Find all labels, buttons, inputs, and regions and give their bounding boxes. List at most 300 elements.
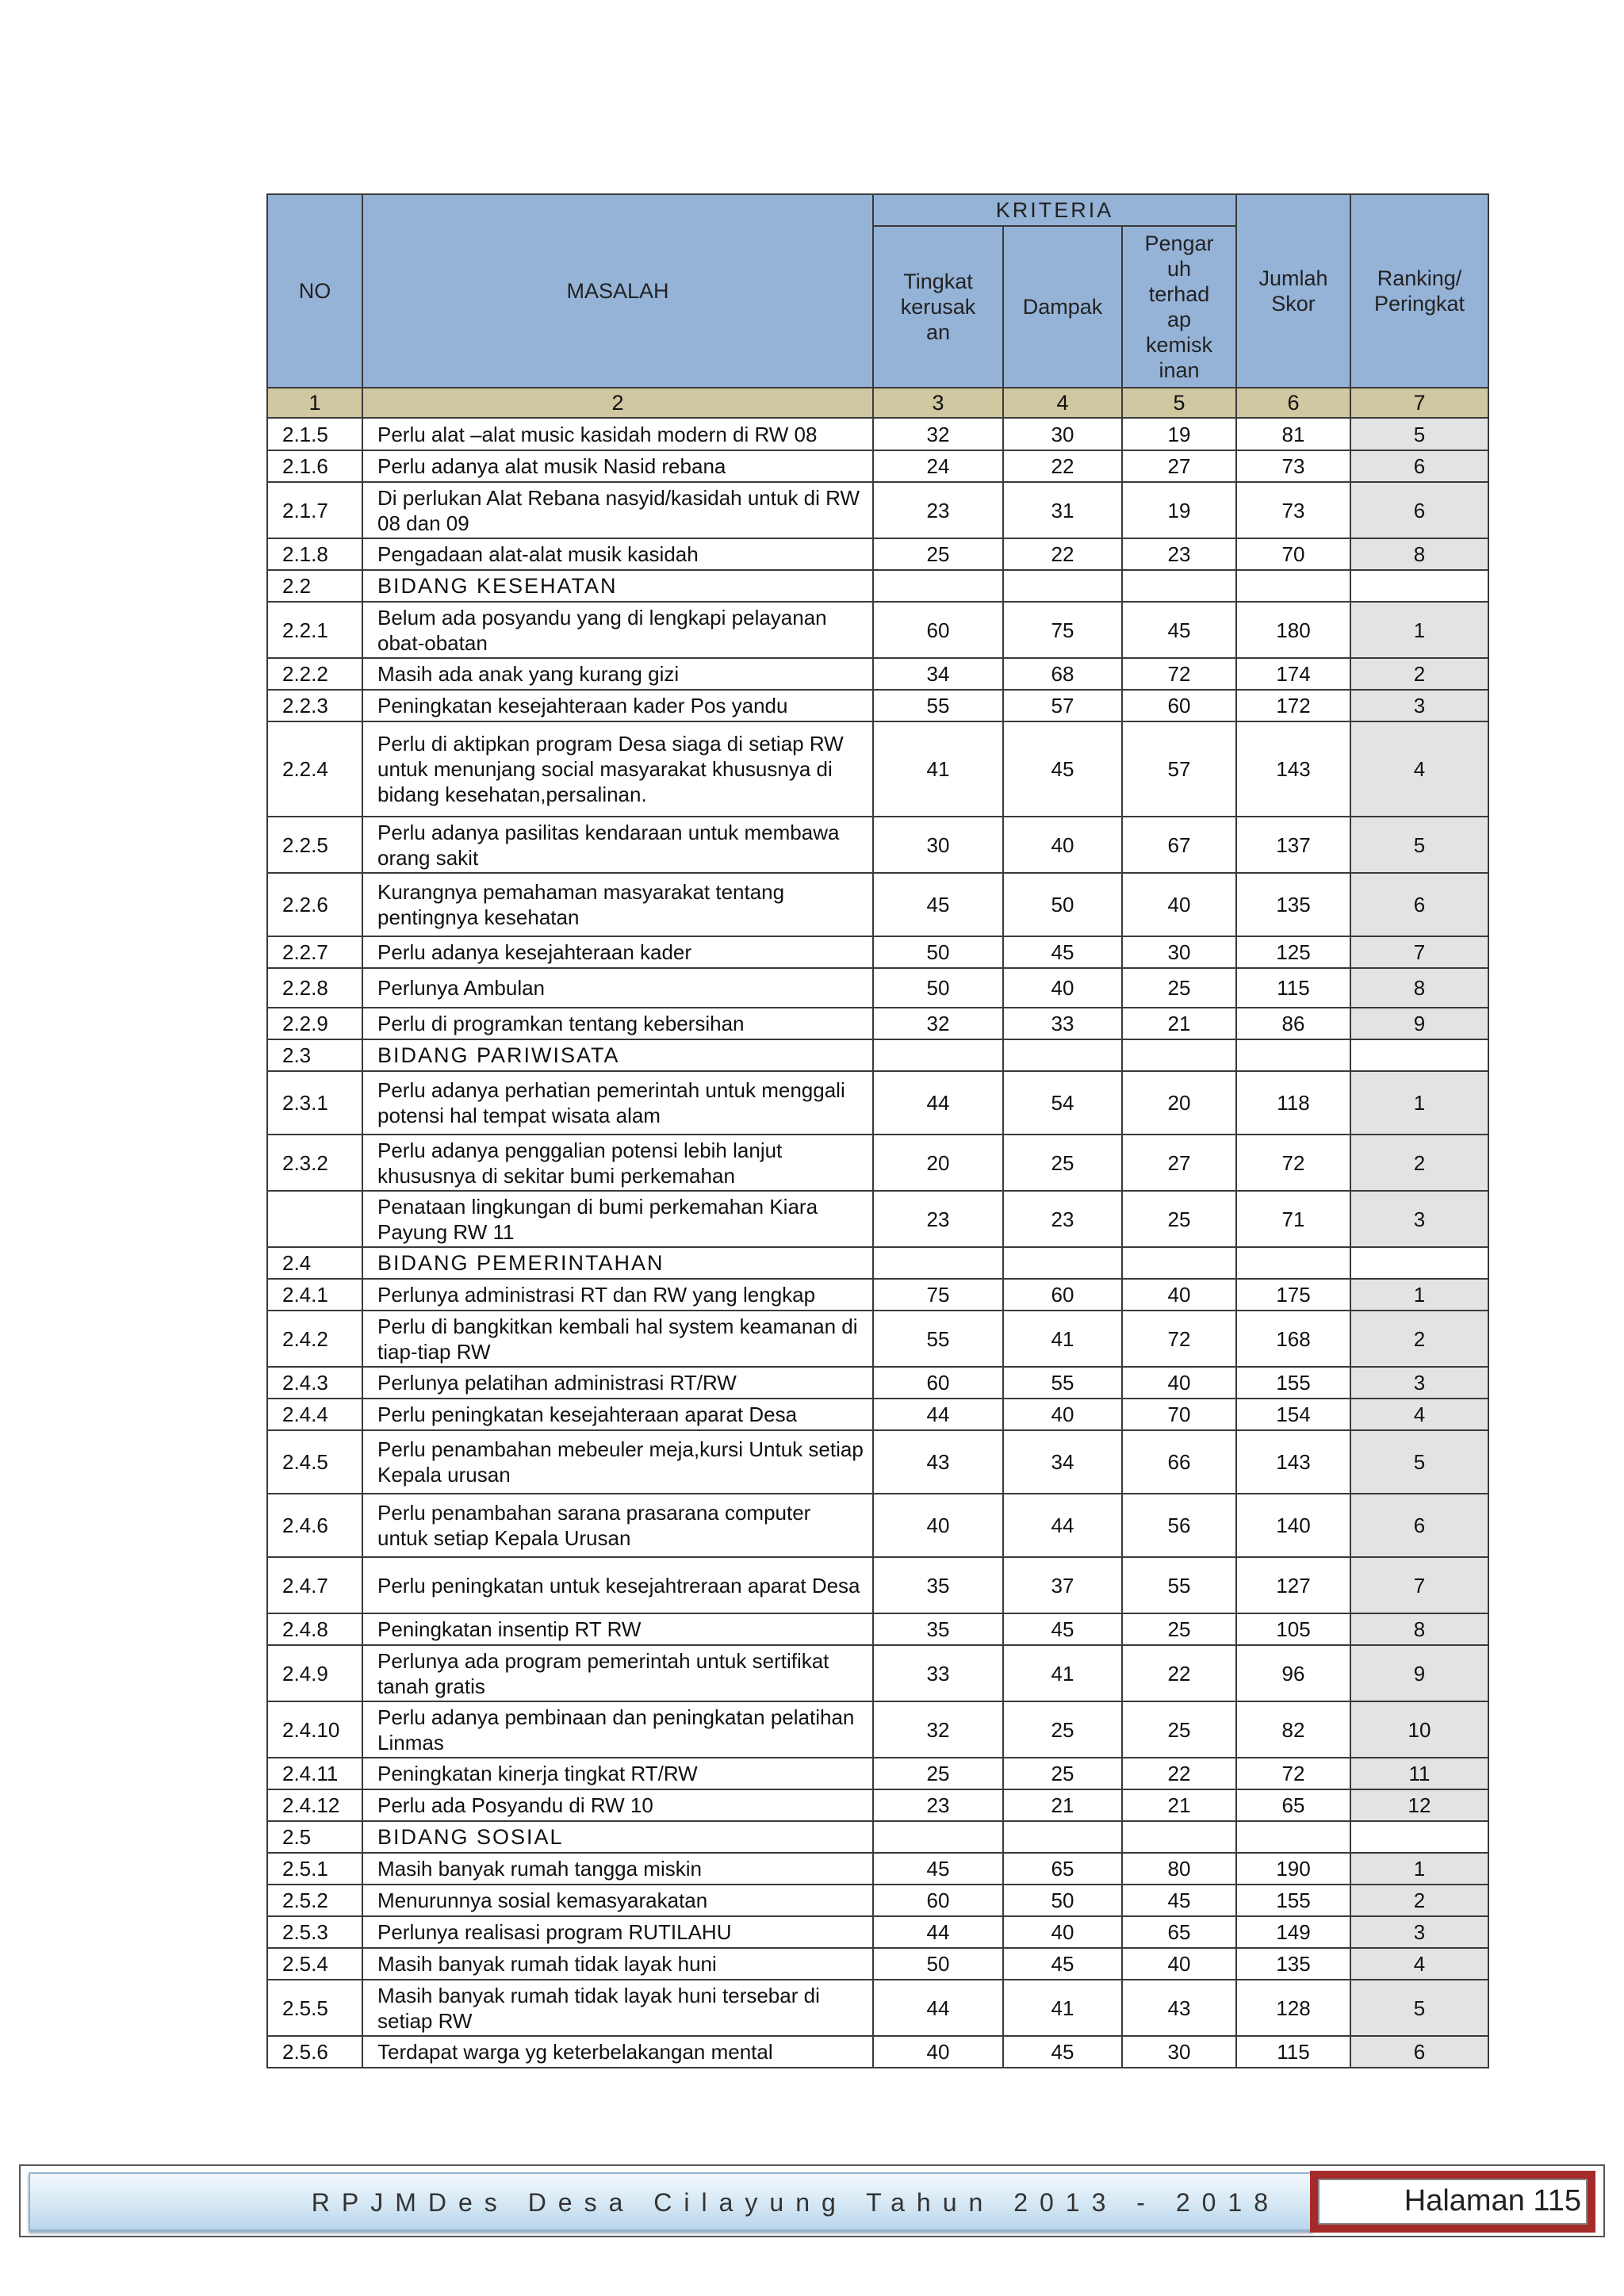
masalah-cell: Peningkatan kinerja tingkat RT/RW [362,1758,873,1789]
rank-cell [1350,1039,1488,1071]
rank-cell: 7 [1350,1557,1488,1613]
masalah-cell: Perlu peningkatan kesejahteraan aparat Desa [362,1399,873,1430]
table-row [267,658,1488,690]
dampak-cell: 22 [1003,450,1122,482]
jumlah-cell: 71 [1236,1191,1350,1247]
page-number: Halaman 115 [1318,2179,1588,2225]
header-masalah: MASALAH [362,194,873,388]
tingkat-cell [873,1247,1003,1279]
table-row [267,690,1488,721]
pengaruh-cell: 72 [1122,1311,1236,1367]
tingkat-cell: 60 [873,1885,1003,1916]
jumlah-cell: 135 [1236,1948,1350,1980]
no-cell: 2.4.10 [267,1701,362,1758]
jumlah-cell: 118 [1236,1071,1350,1135]
tingkat-cell: 50 [873,1948,1003,1980]
rank-cell: 1 [1350,1279,1488,1311]
no-cell: 2.2 [267,570,362,602]
masalah-cell: Perlu adanya kesejahteraan kader [362,936,873,968]
no-cell: 2.2.9 [267,1008,362,1039]
dampak-cell: 68 [1003,658,1122,690]
dampak-cell: 25 [1003,1135,1122,1191]
pengaruh-cell: 40 [1122,1948,1236,1980]
tingkat-cell: 44 [873,1071,1003,1135]
rank-cell: 4 [1350,1948,1488,1980]
tingkat-cell: 45 [873,1853,1003,1885]
masalah-cell: Perlu adanya alat musik Nasid rebana [362,450,873,482]
table-row [267,1701,1488,1758]
pengaruh-cell: 25 [1122,1701,1236,1758]
no-cell: 2.1.6 [267,450,362,482]
no-cell [267,1191,362,1247]
pengaruh-cell: 45 [1122,602,1236,658]
pengaruh-cell: 25 [1122,1191,1236,1247]
pengaruh-cell: 67 [1122,817,1236,873]
masalah-cell: Perlunya administrasi RT dan RW yang lengkap [362,1279,873,1311]
header-no: NO [267,194,362,388]
tingkat-cell: 32 [873,1008,1003,1039]
pengaruh-cell: 21 [1122,1789,1236,1821]
jumlah-cell: 115 [1236,968,1350,1008]
tingkat-cell [873,1821,1003,1853]
dampak-cell: 41 [1003,1645,1122,1701]
pengaruh-cell: 27 [1122,450,1236,482]
pengaruh-cell: 25 [1122,1613,1236,1645]
no-cell: 2.4.4 [267,1399,362,1430]
jumlah-cell: 72 [1236,1758,1350,1789]
rank-cell [1350,1821,1488,1853]
masalah-cell: Perlu peningkatan untuk kesejahtreraan aparat Desa [362,1557,873,1613]
jumlah-cell [1236,1247,1350,1279]
header-dampak: Dampak [1003,226,1122,388]
masalah-cell: Kurangnya pemahaman masyarakat tentang pentingnya kesehatan [362,873,873,936]
masalah-cell: Menurunnya sosial kemasyarakatan [362,1885,873,1916]
dampak-cell: 40 [1003,968,1122,1008]
tingkat-cell: 30 [873,817,1003,873]
pengaruh-cell: 22 [1122,1758,1236,1789]
masalah-cell: Perlu adanya penggalian potensi lebih lanjut khususnya di sekitar bumi perkemahan [362,1135,873,1191]
no-cell: 2.2.4 [267,721,362,817]
table-row [267,1853,1488,1885]
jumlah-cell: 168 [1236,1311,1350,1367]
table-row [267,1430,1488,1494]
dampak-cell: 23 [1003,1191,1122,1247]
pengaruh-cell [1122,1247,1236,1279]
tingkat-cell: 40 [873,2036,1003,2068]
no-cell: 2.4.12 [267,1789,362,1821]
header-jumlah-line: Skor [1271,292,1316,316]
rank-cell [1350,1247,1488,1279]
header-kriteria: KRITERIA [873,194,1236,226]
column-index: 7 [1350,388,1488,418]
dampak-cell [1003,1039,1122,1071]
tingkat-cell: 35 [873,1613,1003,1645]
table-body [267,418,1488,2068]
footer-title: RPJMDes Desa Cilayung Tahun 2013 - 2018 [311,2188,1280,2217]
masalah-cell: Terdapat warga yg keterbelakangan mental [362,2036,873,2068]
jumlah-cell: 105 [1236,1613,1350,1645]
table-row [267,1758,1488,1789]
jumlah-cell: 115 [1236,2036,1350,2068]
jumlah-cell [1236,1821,1350,1853]
table-row [267,2036,1488,2068]
table-row [267,1399,1488,1430]
masalah-cell: BIDANG KESEHATAN [362,570,873,602]
dampak-cell: 41 [1003,1980,1122,2036]
jumlah-cell: 96 [1236,1645,1350,1701]
masalah-cell: Masih banyak rumah tangga miskin [362,1853,873,1885]
dampak-cell: 37 [1003,1557,1122,1613]
table-row [267,721,1488,817]
pengaruh-cell: 43 [1122,1980,1236,2036]
rank-cell: 9 [1350,1645,1488,1701]
no-cell: 2.5.5 [267,1980,362,2036]
header-jumlah-line: Jumlah [1258,266,1328,290]
tingkat-cell: 32 [873,1701,1003,1758]
pengaruh-cell: 45 [1122,1885,1236,1916]
dampak-cell: 30 [1003,418,1122,450]
table-row [267,1311,1488,1367]
tingkat-cell: 44 [873,1980,1003,2036]
rank-cell: 7 [1350,936,1488,968]
masalah-cell: Perlunya realisasi program RUTILAHU [362,1916,873,1948]
section-row [267,1821,1488,1853]
rank-cell: 3 [1350,1916,1488,1948]
pengaruh-cell: 40 [1122,1367,1236,1399]
tingkat-cell: 75 [873,1279,1003,1311]
tingkat-cell: 50 [873,936,1003,968]
column-index: 4 [1003,388,1122,418]
tingkat-cell: 44 [873,1399,1003,1430]
dampak-cell [1003,1821,1122,1853]
rank-cell: 8 [1350,968,1488,1008]
dampak-cell: 60 [1003,1279,1122,1311]
pengaruh-cell: 70 [1122,1399,1236,1430]
no-cell: 2.1.8 [267,538,362,570]
rank-cell [1350,570,1488,602]
tingkat-cell: 25 [873,1758,1003,1789]
no-cell: 2.4.8 [267,1613,362,1645]
jumlah-cell: 190 [1236,1853,1350,1885]
masalah-cell: BIDANG PARIWISATA [362,1039,873,1071]
rank-cell: 2 [1350,658,1488,690]
header-tingkat-kerusakan [873,226,1003,388]
rank-cell: 6 [1350,482,1488,538]
no-cell: 2.4 [267,1247,362,1279]
table-row [267,1191,1488,1247]
pengaruh-cell: 23 [1122,538,1236,570]
no-cell: 2.3.1 [267,1071,362,1135]
dampak-cell: 54 [1003,1071,1122,1135]
jumlah-cell: 174 [1236,658,1350,690]
dampak-cell: 40 [1003,1916,1122,1948]
dampak-cell [1003,1247,1122,1279]
rank-cell: 10 [1350,1701,1488,1758]
header-pengaruh-line: kemisk [1146,333,1213,357]
masalah-cell: Perlu penambahan sarana prasarana computer untuk setiap Kepala Urusan [362,1494,873,1557]
masalah-cell: Perlunya ada program pemerintah untuk sertifikat tanah gratis [362,1645,873,1701]
no-cell: 2.4.2 [267,1311,362,1367]
dampak-cell: 25 [1003,1758,1122,1789]
dampak-cell: 50 [1003,873,1122,936]
table-row [267,1948,1488,1980]
no-cell: 2.2.8 [267,968,362,1008]
jumlah-cell: 128 [1236,1980,1350,2036]
header-pengaruh-line: Pengar [1144,232,1214,255]
page-number-box [1310,2171,1595,2233]
tingkat-cell: 50 [873,968,1003,1008]
rank-cell: 8 [1350,1613,1488,1645]
tingkat-cell: 40 [873,1494,1003,1557]
header-ranking [1350,194,1488,388]
dampak-cell: 22 [1003,538,1122,570]
dampak-cell: 50 [1003,1885,1122,1916]
jumlah-cell [1236,570,1350,602]
jumlah-cell: 155 [1236,1367,1350,1399]
tingkat-cell: 34 [873,658,1003,690]
no-cell: 2.4.5 [267,1430,362,1494]
masalah-cell: Masih banyak rumah tidak layak huni [362,1948,873,1980]
table-row [267,538,1488,570]
masalah-cell: Pengadaan alat-alat musik kasidah [362,538,873,570]
pengaruh-cell: 30 [1122,936,1236,968]
rank-cell: 5 [1350,817,1488,873]
masalah-cell: Belum ada posyandu yang di lengkapi pelayanan obat-obatan [362,602,873,658]
pengaruh-cell: 55 [1122,1557,1236,1613]
pengaruh-cell: 30 [1122,2036,1236,2068]
tingkat-cell: 32 [873,418,1003,450]
no-cell: 2.2.6 [267,873,362,936]
dampak-cell: 41 [1003,1311,1122,1367]
no-cell: 2.4.7 [267,1557,362,1613]
masalah-cell: BIDANG PEMERINTAHAN [362,1247,873,1279]
masalah-cell: Perlu penambahan mebeuler meja,kursi Untuk setiap Kepala urusan [362,1430,873,1494]
tingkat-cell: 45 [873,873,1003,936]
dampak-cell: 33 [1003,1008,1122,1039]
jumlah-cell: 82 [1236,1701,1350,1758]
masalah-cell: Masih banyak rumah tidak layak huni tersebar di setiap RW [362,1980,873,2036]
tingkat-cell [873,570,1003,602]
no-cell: 2.1.7 [267,482,362,538]
jumlah-cell: 172 [1236,690,1350,721]
rank-cell: 2 [1350,1885,1488,1916]
jumlah-cell: 72 [1236,1135,1350,1191]
header-pengaruh [1122,226,1236,388]
table-row [267,1367,1488,1399]
no-cell: 2.1.5 [267,418,362,450]
masalah-cell: Di perlukan Alat Rebana nasyid/kasidah untuk di RW 08 dan 09 [362,482,873,538]
tingkat-cell: 23 [873,1789,1003,1821]
header-pengaruh-line: ap [1166,308,1192,331]
no-cell: 2.5.1 [267,1853,362,1885]
pengaruh-cell: 20 [1122,1071,1236,1135]
header-pengaruh-line: inan [1159,358,1200,382]
jumlah-cell: 175 [1236,1279,1350,1311]
no-cell: 2.4.6 [267,1494,362,1557]
jumlah-cell: 180 [1236,602,1350,658]
dampak-cell: 31 [1003,482,1122,538]
tingkat-cell: 24 [873,450,1003,482]
rank-cell: 6 [1350,450,1488,482]
table-row [267,602,1488,658]
dampak-cell: 21 [1003,1789,1122,1821]
masalah-cell: Perlunya pelatihan administrasi RT/RW [362,1367,873,1399]
no-cell: 2.2.5 [267,817,362,873]
masalah-cell: Perlu adanya perhatian pemerintah untuk menggali potensi hal tempat wisata alam [362,1071,873,1135]
masalah-cell: Perlu alat –alat music kasidah modern di RW 08 [362,418,873,450]
rank-cell: 2 [1350,1311,1488,1367]
jumlah-cell: 135 [1236,873,1350,936]
column-index: 5 [1122,388,1236,418]
no-cell: 2.4.11 [267,1758,362,1789]
tingkat-cell: 23 [873,482,1003,538]
section-row [267,570,1488,602]
no-cell: 2.5.2 [267,1885,362,1916]
pengaruh-cell: 19 [1122,482,1236,538]
dampak-cell: 40 [1003,1399,1122,1430]
dampak-cell: 45 [1003,936,1122,968]
header-pengaruh-line: terhad [1148,282,1210,306]
no-cell: 2.5.6 [267,2036,362,2068]
tingkat-cell: 55 [873,1311,1003,1367]
rank-cell: 6 [1350,873,1488,936]
pengaruh-cell [1122,570,1236,602]
dampak-cell: 44 [1003,1494,1122,1557]
tingkat-cell: 33 [873,1645,1003,1701]
dampak-cell: 75 [1003,602,1122,658]
pengaruh-cell [1122,1039,1236,1071]
header-ranking-line: Peringkat [1373,292,1465,316]
pengaruh-cell: 27 [1122,1135,1236,1191]
masalah-cell: BIDANG SOSIAL [362,1821,873,1853]
jumlah-cell: 137 [1236,817,1350,873]
ranking-table [266,193,1489,2068]
dampak-cell: 25 [1003,1701,1122,1758]
masalah-cell: Penataan lingkungan di bumi perkemahan Kiara Payung RW 11 [362,1191,873,1247]
no-cell: 2.4.9 [267,1645,362,1701]
header-tingkat-line: kerusak [900,295,976,319]
jumlah-cell: 154 [1236,1399,1350,1430]
pengaruh-cell: 40 [1122,1279,1236,1311]
dampak-cell [1003,570,1122,602]
no-cell: 2.5 [267,1821,362,1853]
table-row [267,450,1488,482]
column-index: 6 [1236,388,1350,418]
pengaruh-cell: 80 [1122,1853,1236,1885]
pengaruh-cell: 72 [1122,658,1236,690]
dampak-cell: 57 [1003,690,1122,721]
table-row [267,968,1488,1008]
pengaruh-cell: 22 [1122,1645,1236,1701]
rank-cell: 5 [1350,1430,1488,1494]
dampak-cell: 65 [1003,1853,1122,1885]
rank-cell: 3 [1350,690,1488,721]
tingkat-cell: 44 [873,1916,1003,1948]
dampak-cell: 34 [1003,1430,1122,1494]
jumlah-cell: 81 [1236,418,1350,450]
jumlah-cell: 73 [1236,482,1350,538]
column-index: 2 [362,388,873,418]
no-cell: 2.3.2 [267,1135,362,1191]
tingkat-cell [873,1039,1003,1071]
table-row [267,1613,1488,1645]
dampak-cell: 45 [1003,2036,1122,2068]
pengaruh-cell: 40 [1122,873,1236,936]
header-tingkat-line: Tingkat [903,270,973,293]
rank-cell: 2 [1350,1135,1488,1191]
rank-cell: 1 [1350,1853,1488,1885]
table-row [267,1279,1488,1311]
column-index: 1 [267,388,362,418]
jumlah-cell: 65 [1236,1789,1350,1821]
masalah-cell: Perlu ada Posyandu di RW 10 [362,1789,873,1821]
pengaruh-cell: 25 [1122,968,1236,1008]
dampak-cell: 45 [1003,1613,1122,1645]
jumlah-cell: 70 [1236,538,1350,570]
rank-cell: 11 [1350,1758,1488,1789]
footer-band [29,2172,1313,2231]
no-cell: 2.4.3 [267,1367,362,1399]
tingkat-cell: 60 [873,1367,1003,1399]
pengaruh-cell: 66 [1122,1430,1236,1494]
table-row [267,418,1488,450]
rank-cell: 3 [1350,1191,1488,1247]
masalah-cell: Perlunya Ambulan [362,968,873,1008]
tingkat-cell: 35 [873,1557,1003,1613]
masalah-cell: Perlu adanya pasilitas kendaraan untuk membawa orang sakit [362,817,873,873]
rank-cell: 4 [1350,721,1488,817]
table-row [267,1135,1488,1191]
no-cell: 2.2.7 [267,936,362,968]
masalah-cell: Peningkatan kesejahteraan kader Pos yandu [362,690,873,721]
tingkat-cell: 20 [873,1135,1003,1191]
table-row [267,1789,1488,1821]
table-row [267,1071,1488,1135]
rank-cell: 8 [1350,538,1488,570]
masalah-cell: Perlu di aktipkan program Desa siaga di setiap RW untuk menunjang social masyarakat khususnya di bidang kesehatan,persalinan. [362,721,873,817]
table-row [267,482,1488,538]
rank-cell: 4 [1350,1399,1488,1430]
no-cell: 2.5.4 [267,1948,362,1980]
pengaruh-cell: 57 [1122,721,1236,817]
jumlah-cell: 125 [1236,936,1350,968]
tingkat-cell: 43 [873,1430,1003,1494]
tingkat-cell: 55 [873,690,1003,721]
masalah-cell: Perlu adanya pembinaan dan peningkatan pelatihan Linmas [362,1701,873,1758]
jumlah-cell: 149 [1236,1916,1350,1948]
header-pengaruh-line: uh [1166,257,1192,281]
jumlah-cell: 73 [1236,450,1350,482]
dampak-cell: 45 [1003,721,1122,817]
masalah-cell: Masih ada anak yang kurang gizi [362,658,873,690]
dampak-cell: 45 [1003,1948,1122,1980]
table-row [267,873,1488,936]
pengaruh-cell: 21 [1122,1008,1236,1039]
no-cell: 2.2.3 [267,690,362,721]
jumlah-cell: 140 [1236,1494,1350,1557]
masalah-cell: Peningkatan insentip RT RW [362,1613,873,1645]
table-row [267,1008,1488,1039]
pengaruh-cell: 19 [1122,418,1236,450]
table-row [267,1494,1488,1557]
page-footer [19,2164,1605,2237]
header-jumlah-skor [1236,194,1350,388]
jumlah-cell: 127 [1236,1557,1350,1613]
rank-cell: 6 [1350,1494,1488,1557]
pengaruh-cell [1122,1821,1236,1853]
table-row [267,1557,1488,1613]
jumlah-cell [1236,1039,1350,1071]
